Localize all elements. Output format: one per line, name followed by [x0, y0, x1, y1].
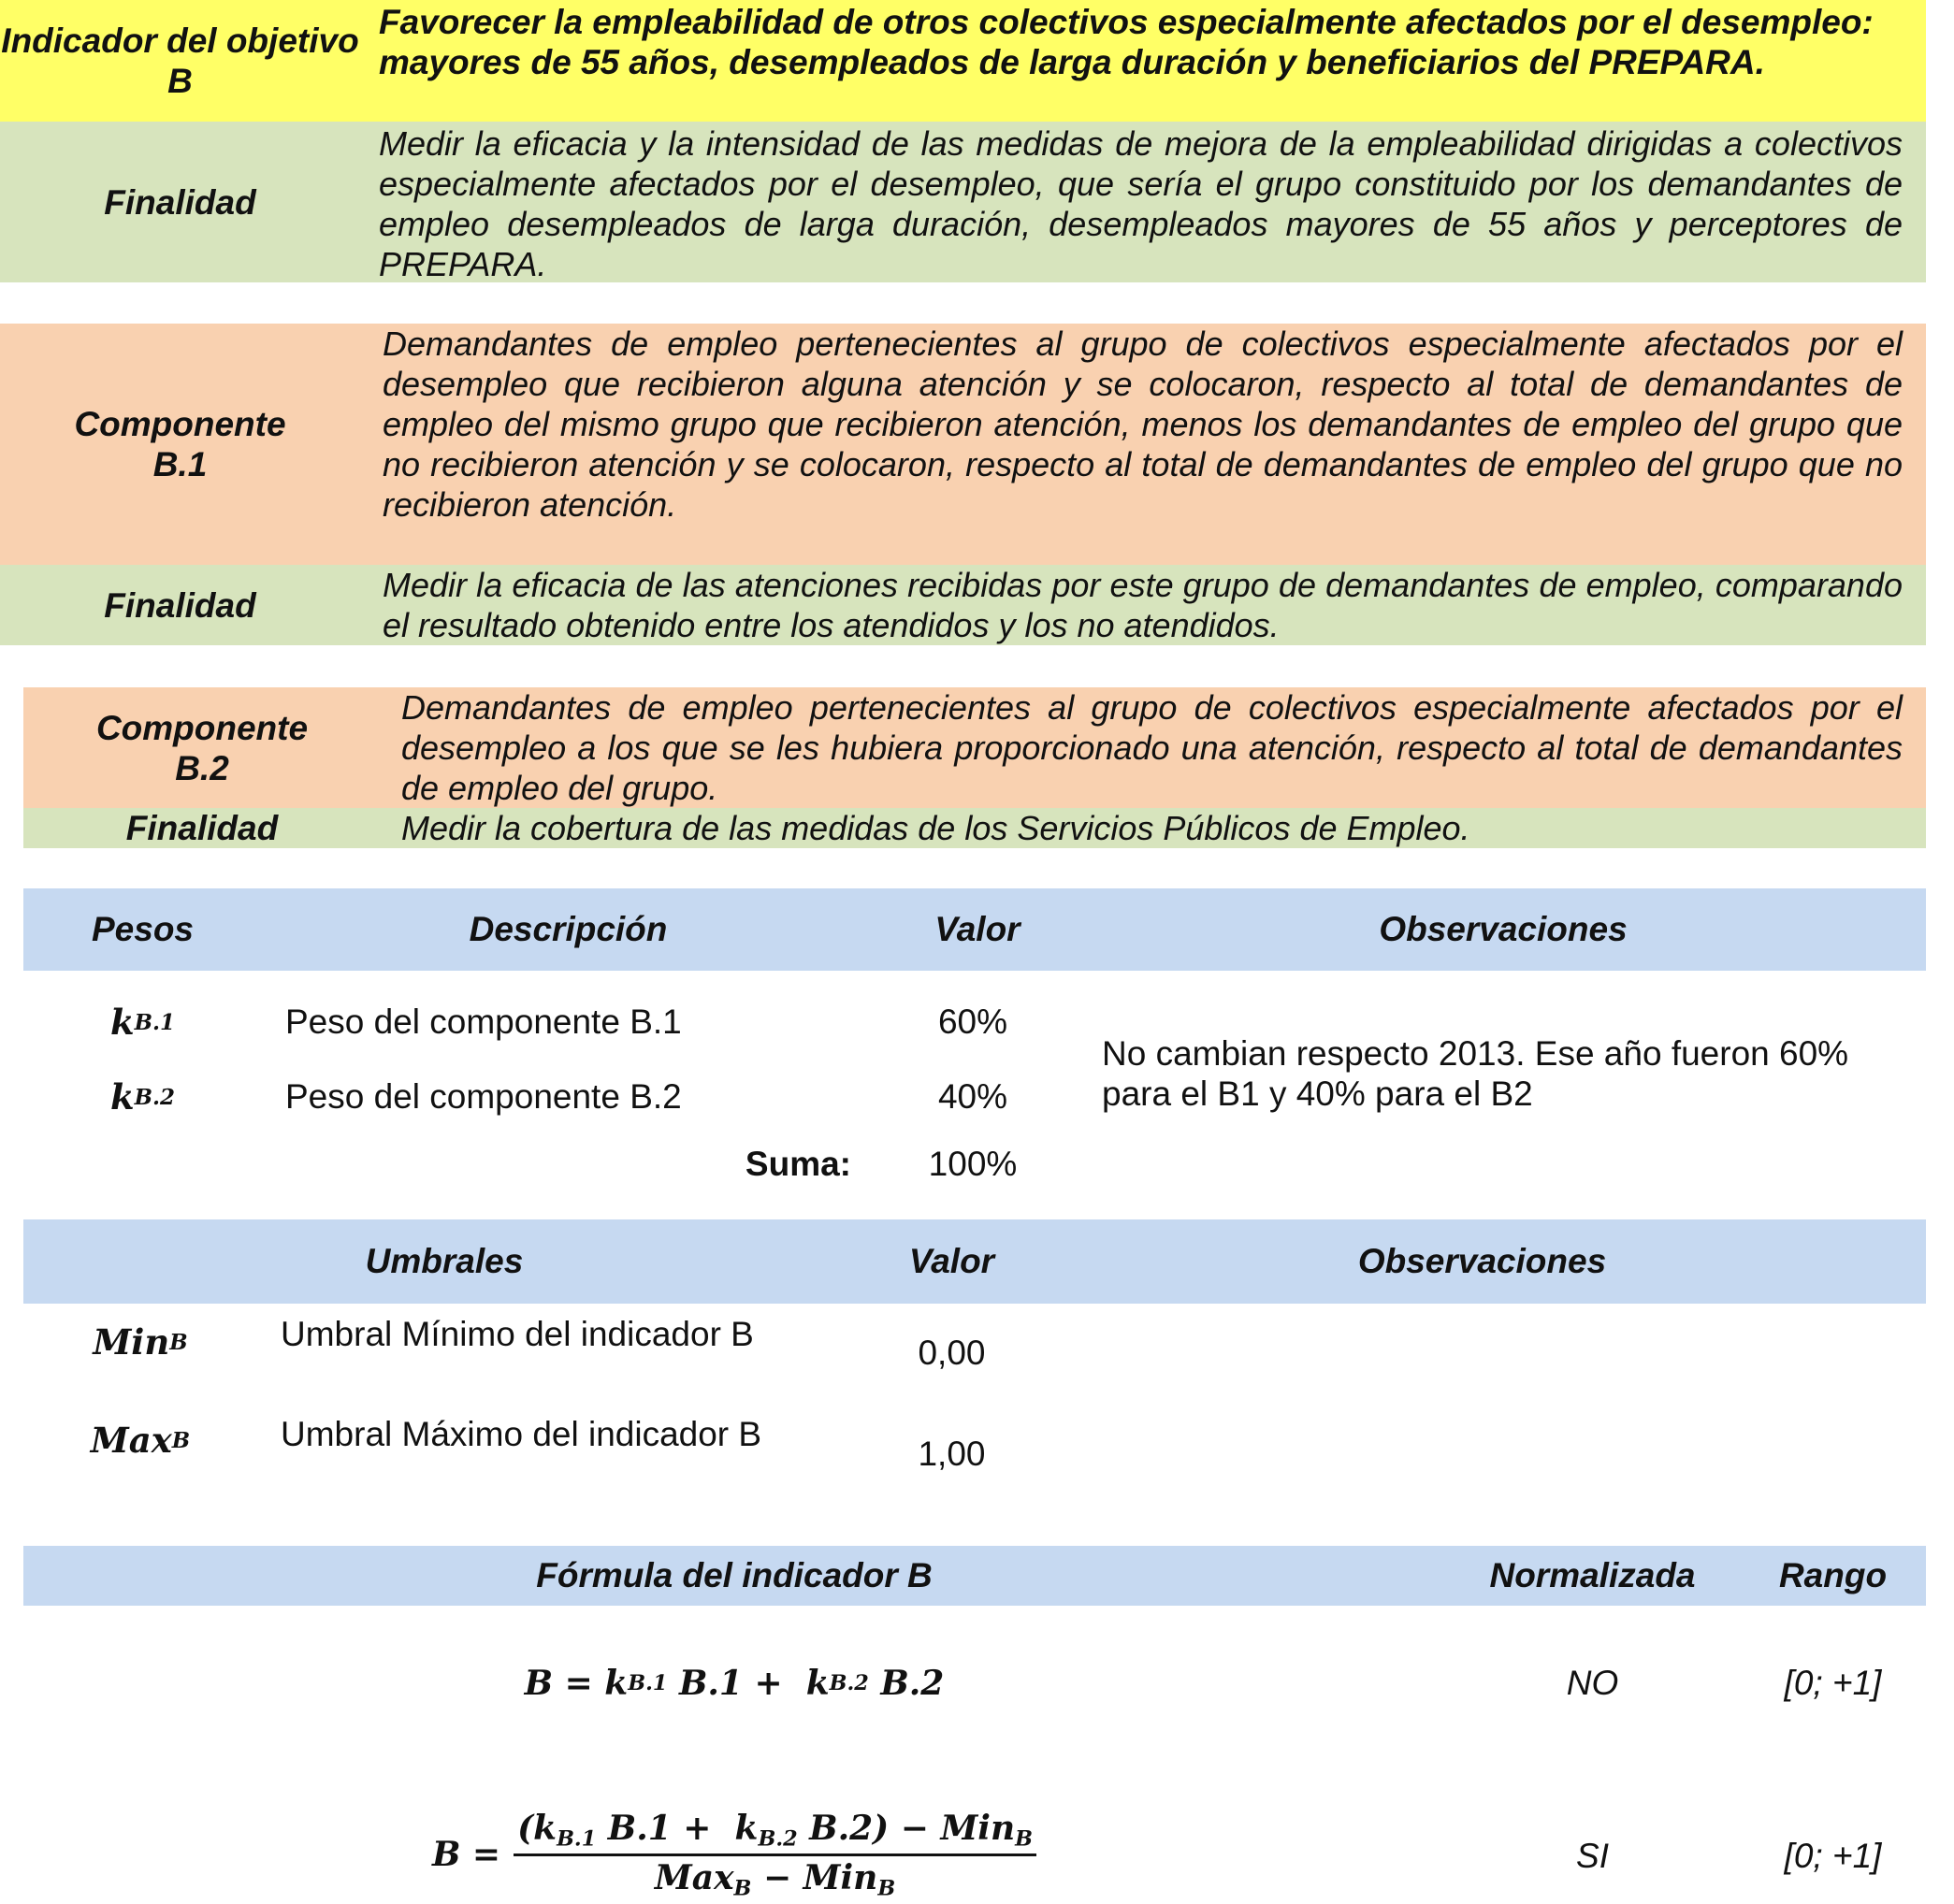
thresholds-header-thresholds: Umbrales [365, 1242, 524, 1280]
formula-2-range: [0; +1] [1784, 1837, 1882, 1875]
threshold-value-min: 0,00 [918, 1334, 986, 1372]
thresholds-header-observations: Observaciones [1357, 1242, 1607, 1280]
objective-purpose-label: Finalidad [0, 122, 360, 282]
weights-header-weights: Pesos [91, 910, 194, 948]
threshold-description-min: Umbral Mínimo del indicador B [281, 1315, 754, 1353]
component-b1-text: Demandantes de empleo pertenecientes al grupo de colectivos especialmente afectados por el desempleo que recibieron alguna atención y se colocaron, respecto al total de demandantes de empleo del mismo grupo que recibieron atención, menos los demandantes de empleo del grupo que no recibieron atención y se colocaron, respecto al total de demandantes de empleo del grupo que no recibieron atención. [360, 324, 1926, 565]
formula-1-range: [0; +1] [1784, 1664, 1882, 1702]
weights-header-value: Valor [934, 910, 1020, 948]
formula-fraction: $\frac{(k_{B.1} B.1 + k_{B.2} B.2) - Min_B}{Max_B - Min_B}$ [514, 1809, 1036, 1900]
component-b1-label: Componente B.1 [0, 324, 360, 565]
thresholds-header-value: Valor [908, 1242, 995, 1280]
threshold-symbol-max: Max B [90, 1420, 191, 1461]
formula-1-normalized: NO [1566, 1664, 1619, 1702]
objective-purpose-text: Medir la eficacia y la intensidad de las medidas de mejora de la empleabilidad dirigidas a colectivos especialmente afectados por el desempleo, que sería el grupo constituido por los demandantes de empleo desempleados de larga duración, desempleados mayores de 55 años y perceptores de PREPARA. [360, 122, 1926, 282]
component-b2-text: Demandantes de empleo pertenecientes al grupo de colectivos especialmente afectados por el desempleo a los que se les hubiera proporcionado una atención, respecto al total de demandantes de empleo del grupo. [381, 687, 1926, 808]
weight-description-b1: Peso del componente B.1 [285, 1002, 682, 1041]
threshold-description-max: Umbral Máximo del indicador B [281, 1415, 762, 1453]
component-b2-purpose-label: Finalidad [23, 808, 381, 848]
component-b1-purpose-text: Medir la eficacia de las atenciones recibidas por este grupo de demandantes de empleo, comparando el resultado obtenido entre los atendidos y los no atendidos. [360, 565, 1926, 645]
weight-symbol-kb2: k B.2 [110, 1076, 175, 1118]
weights-sum-label: Suma: [745, 1145, 851, 1183]
objective-label: Indicador del objetivo B [0, 0, 360, 122]
formula-header-formula: Fórmula del indicador B [536, 1556, 933, 1594]
weights-observation: No cambian respecto 2013. Ese año fueron 60% para el B1 y 40% para el B2 [1102, 1034, 1849, 1113]
component-b1-purpose-label: Finalidad [0, 565, 360, 645]
formula-b-plain: B = k B.1 B.1 + k B.2 B.2 [524, 1664, 945, 1703]
weight-value-b1: 60% [937, 1002, 1008, 1041]
formula-b-normalized: B = $\frac{(k_{B.1} B.1 + k_{B.2} B.2) - Min_B}{Max_B - Min_B}$ [23, 1805, 1445, 1904]
weights-sum-value: 100% [928, 1145, 1018, 1183]
weight-symbol-kb1: k B.1 [110, 1002, 175, 1043]
component-b2-purpose-text: Medir la cobertura de las medidas de los Servicios Públicos de Empleo. [381, 808, 1926, 848]
weights-header-description: Descripción [469, 910, 668, 948]
formula-header-range: Rango [1778, 1556, 1888, 1594]
weight-value-b2: 40% [937, 1077, 1008, 1116]
threshold-value-max: 1,00 [918, 1435, 986, 1473]
weights-header-observations: Observaciones [1379, 910, 1628, 948]
objective-text: Favorecer la empleabilidad de otros colectivos especialmente afectados por el desempleo: mayores de 55 años, desempleados de larga duración y beneficiarios del PREPARA. [360, 0, 1926, 122]
component-b2-label: Componente B.2 [23, 687, 381, 808]
formula-header-normalized: Normalizada [1489, 1556, 1696, 1594]
formula-2-normalized: SI [1576, 1837, 1609, 1875]
weight-description-b2: Peso del componente B.2 [285, 1077, 682, 1116]
threshold-symbol-min: Min B [93, 1321, 188, 1363]
